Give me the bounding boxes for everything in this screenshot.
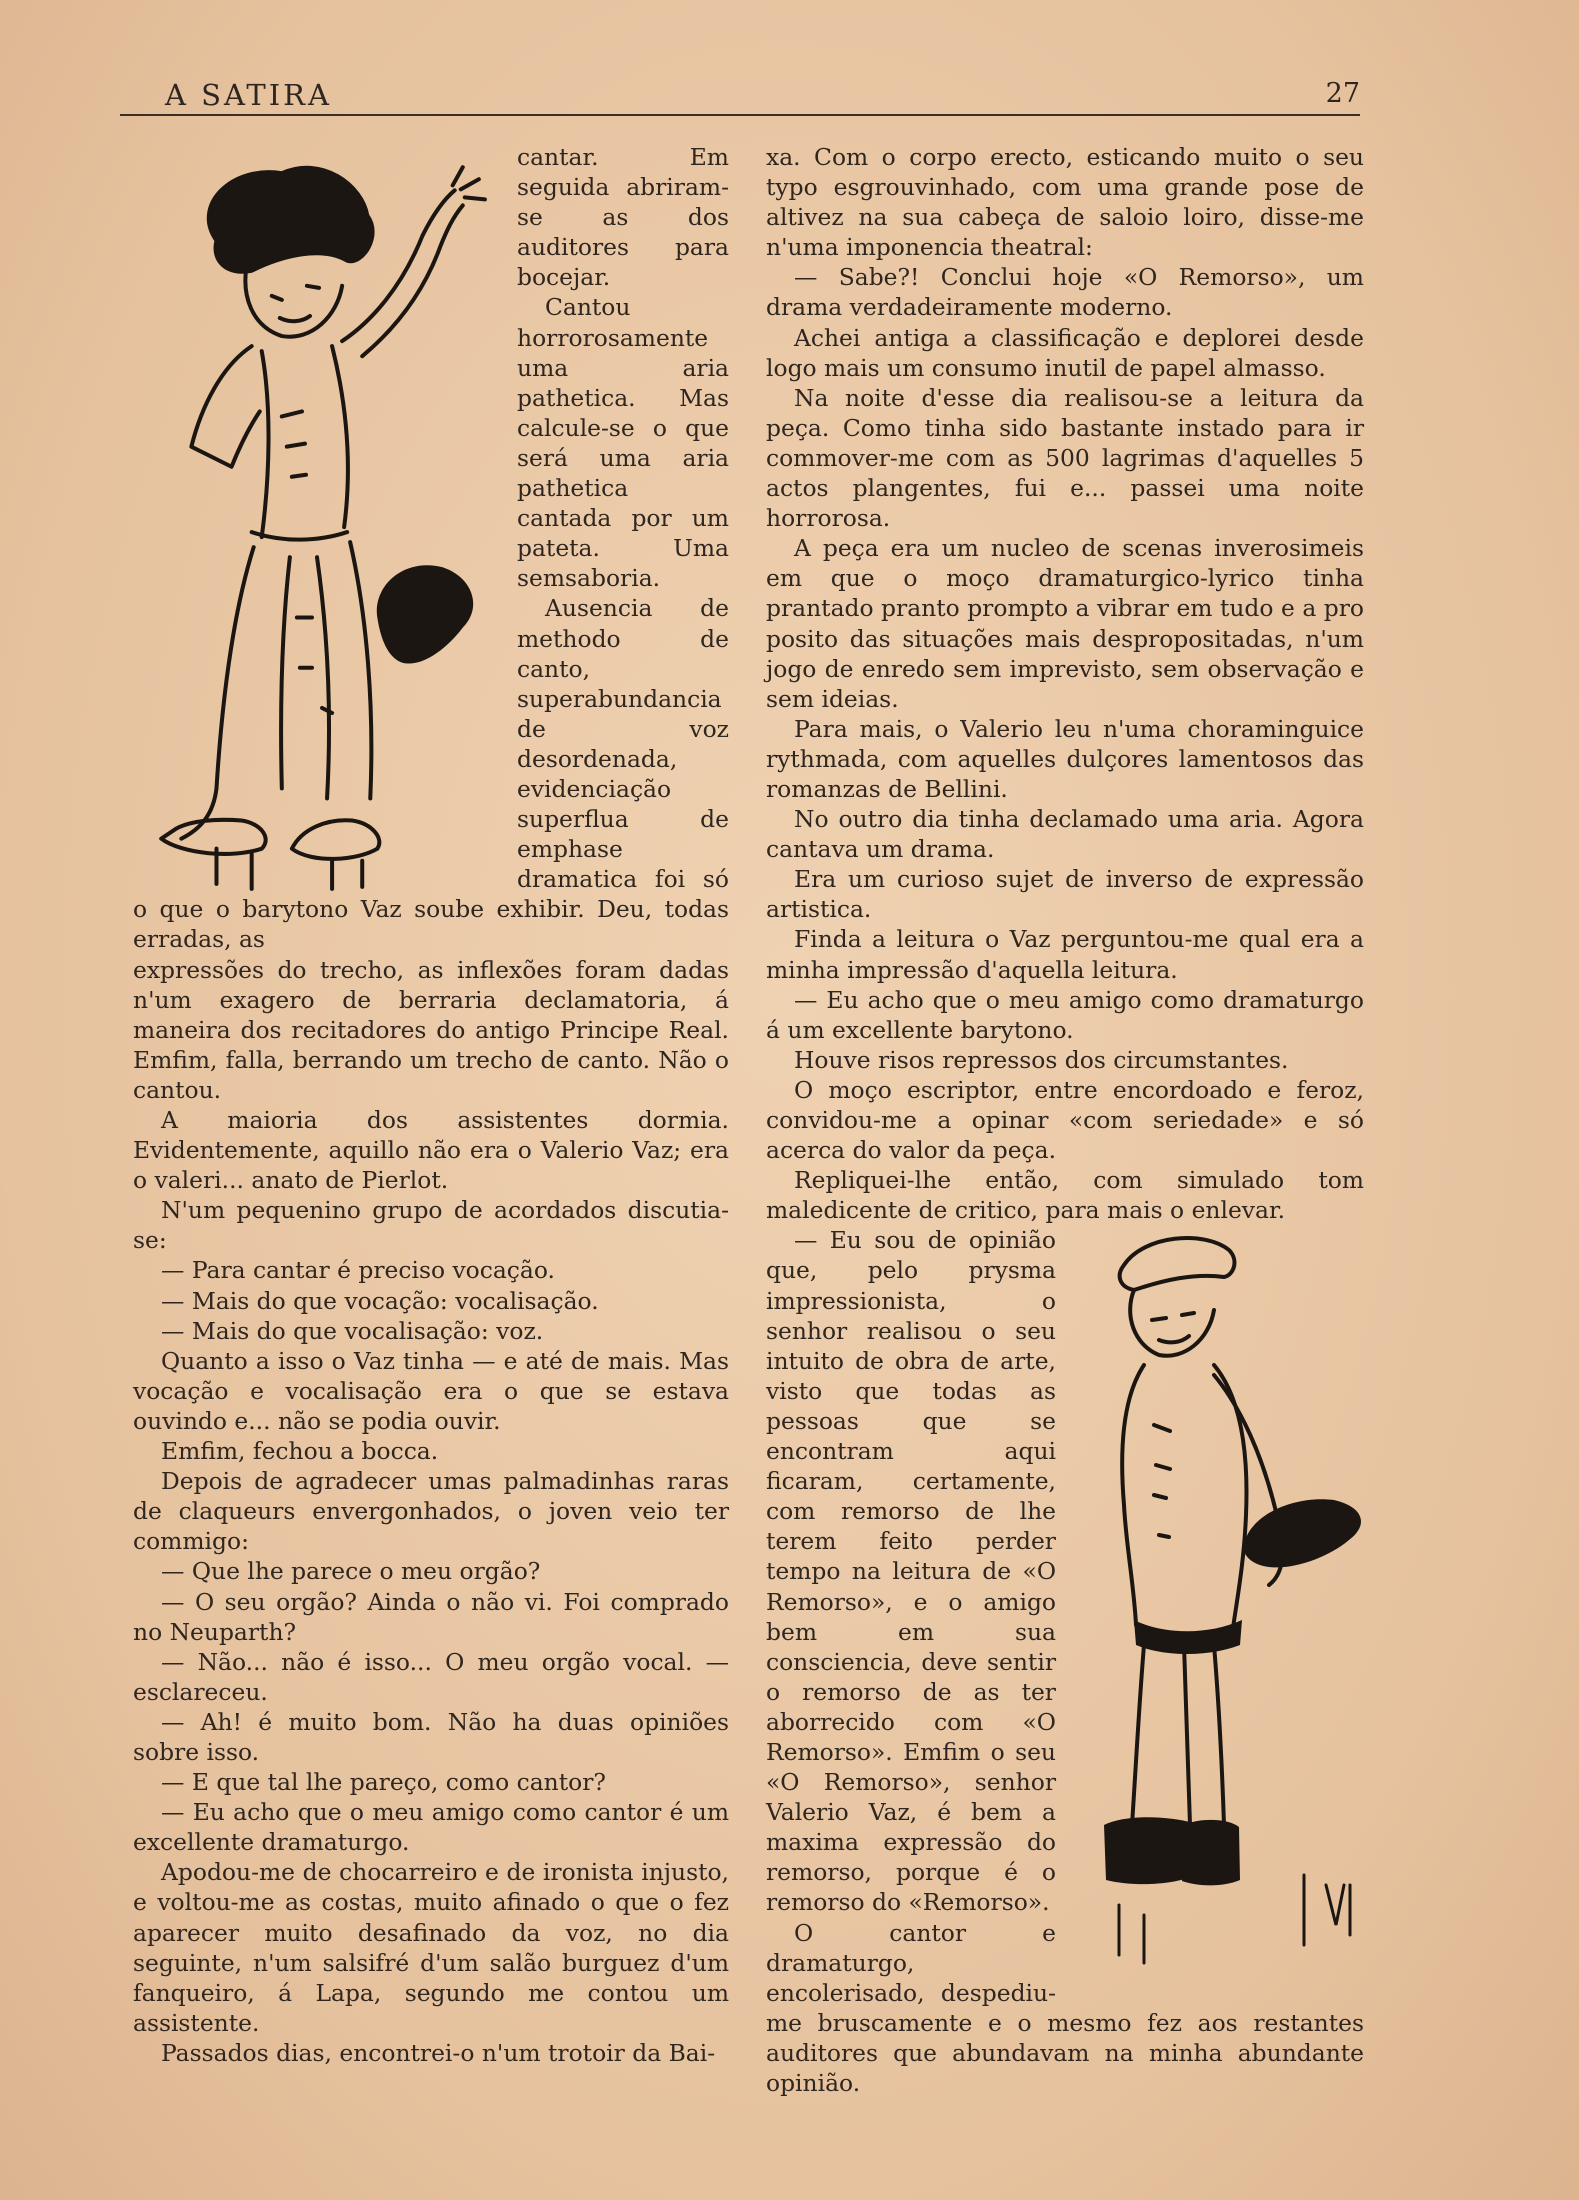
paragraph: Emfim, fechou a bocca. bbox=[161, 1437, 439, 1466]
right-column bbox=[766, 142, 1364, 2098]
paragraph: A peça era um nucleo de scenas inverosimeis em que o moço dramaturgico-lyrico tinha prantado pranto prompto a vibrar em tudo e a pro posito das situações mais despropositadas, n'um jogo de enredo sem imprevisto, sem observação e sem ideias. bbox=[766, 534, 1364, 713]
paragraph: No outro dia tinha declamado uma aria. Agora cantava um drama. bbox=[766, 805, 1364, 864]
left-column bbox=[133, 142, 729, 2068]
running-head bbox=[120, 78, 1360, 122]
paragraph: N'um pequenino grupo de acordados discutia-se: bbox=[133, 1196, 729, 1255]
paragraph: cantar. Em seguida abriram-se as dos auditores para bocejar. bbox=[517, 143, 729, 292]
paragraph: O moço escriptor, entre encordoado e feroz, convidou-me a opinar «com seriedade» e só acerca do valor da peça. bbox=[766, 1075, 1364, 1165]
paragraph: — Que lhe parece o meu orgão? bbox=[161, 1557, 541, 1586]
paragraph: Passados dias, encontrei-o n'um trotoir da Bai- bbox=[161, 2038, 716, 2067]
paragraph: O cantor e dramaturgo, encolerisado, despediu-me bruscamente e o mesmo fez aos restantes auditores que abundavam na minha abundante opinião. bbox=[766, 1918, 1364, 2097]
paragraph: Quanto a isso o Vaz tinha — e até de mais. Mas vocação e vocalisação era o que se estava ouvindo e... não se podia ouvir. bbox=[133, 1346, 729, 1435]
paragraph: Depois de agradecer umas palmadinhas raras de claqueurs envergonhados, o joven veio ter commigo: bbox=[133, 1467, 729, 1556]
paragraph: Na noite d'esse dia realisou-se a leitura da peça. Como tinha sido bastante instado para ir commover-me com as 500 lagrimas d'aquelles 5 actos plangentes, fui e... passei uma noite horrorosa. bbox=[766, 383, 1364, 533]
paragraph: xa. Com o corpo erecto, esticando muito o seu typo esgrouvinhado, com uma grande pose de altivez na sua cabeça de saloio loiro, disse-me n'uma imponencia theatral: bbox=[766, 143, 1364, 262]
singer-illustration bbox=[121, 142, 513, 892]
singer-caricature-drawing bbox=[121, 142, 513, 892]
paragraph: — E que tal lhe pareço, como cantor? bbox=[161, 1768, 606, 1797]
paragraph: Achei antiga a classificação e deplorei desde logo mais um consumo inutil de papel almasso. bbox=[766, 323, 1364, 382]
paragraph: — Mais do que vocação: vocalisação. bbox=[161, 1286, 599, 1315]
paragraph: — Para cantar é preciso vocação. bbox=[161, 1256, 555, 1285]
header-rule bbox=[120, 114, 1360, 116]
paragraph: — Ah! é muito bom. Não ha duas opiniões sobre isso. bbox=[133, 1707, 729, 1766]
paragraph: Para mais, o Valerio leu n'uma choraminguice rythmada, com aquelles dulçores lamentosos das romanzas de Bellini. bbox=[766, 714, 1364, 803]
paragraph: Ausencia de methodo de canto, superabundancia de voz desordenada, evidenciação superflua de emphase dramatica foi só o que o barytono Vaz soube exhibir. Deu, todas erradas, as bbox=[133, 594, 729, 954]
paragraph: — Mais do que vocalisação: voz. bbox=[161, 1316, 544, 1345]
paragraph: Era um curioso sujet de inverso de expressão artistica. bbox=[766, 865, 1364, 924]
paragraph: Apodou-me de chocarreiro e de ironista injusto, e voltou-me as costas, muito afinado o que o fez aparecer muito desafinado da voz, no dia seguinte, n'um salsifré d'um salão burguez d'um fanqueiro, á Lapa, segundo me contou um assistente. bbox=[133, 1858, 729, 2037]
paragraph: — O seu orgão? Ainda o não vi. Foi comprado no Neuparth? bbox=[133, 1587, 729, 1646]
paragraph: Cantou horrorosamente uma aria pathetica. Mas calcule-se o que será uma aria pathetica cantada por um pateta. Uma semsaboria. bbox=[517, 293, 729, 593]
paragraph: Repliquei-lhe então, com simulado tom maledicente de critico, para mais o enlevar. bbox=[766, 1166, 1364, 1225]
paragraph: A maioria dos assistentes dormia. Evidentemente, aquillo não era o Valerio Vaz; era o valeri... anato de Pierlot. bbox=[133, 1106, 729, 1195]
paragraph: — Eu acho que o meu amigo como dramaturgo á um excellente barytono. bbox=[766, 985, 1364, 1044]
paragraph: — Eu acho que o meu amigo como cantor é um excellente dramaturgo. bbox=[133, 1798, 729, 1857]
running-title: A SATIRA bbox=[165, 78, 332, 112]
paragraph: Finda a leitura o Vaz perguntou-me qual era a minha impressão d'aquella leitura. bbox=[766, 925, 1364, 984]
page-number: 27 bbox=[1325, 78, 1360, 109]
figure-with-hat-illustration bbox=[1064, 1225, 1374, 1985]
paragraph: — Eu sou de opinião que, pelo prysma impressionista, o senhor realisou o seu intuito de obra de arte, visto que todas as pessoas que se encontram aqui ficaram, certamente, com remorso de lhe terem feito perder tempo na leitura de «O Remorso», e o amigo bem em sua consciencia, deve sentir o remorso de as ter aborrecido com «O Remorso». Emfim o seu «O Remorso», senhor Valerio Vaz, é bem a maxima expressão do remorso, porque é o remorso do «Remorso». bbox=[766, 1226, 1056, 1917]
paragraph: Houve risos repressos dos circumstantes. bbox=[794, 1045, 1289, 1074]
figure-with-hat-drawing bbox=[1064, 1225, 1374, 1985]
paragraph: — Não... não é isso... O meu orgão vocal. — esclareceu. bbox=[133, 1647, 729, 1706]
paragraph: — Sabe?! Conclui hoje «O Remorso», um drama verdadeiramente moderno. bbox=[766, 263, 1364, 322]
paragraph: expressões do trecho, as inflexões foram dadas n'um exagero de berraria declamatoria, á maneira dos recitadores do antigo Principe Real. Emfim, falla, berrando um trecho de canto. Não o cantou. bbox=[133, 955, 729, 1104]
